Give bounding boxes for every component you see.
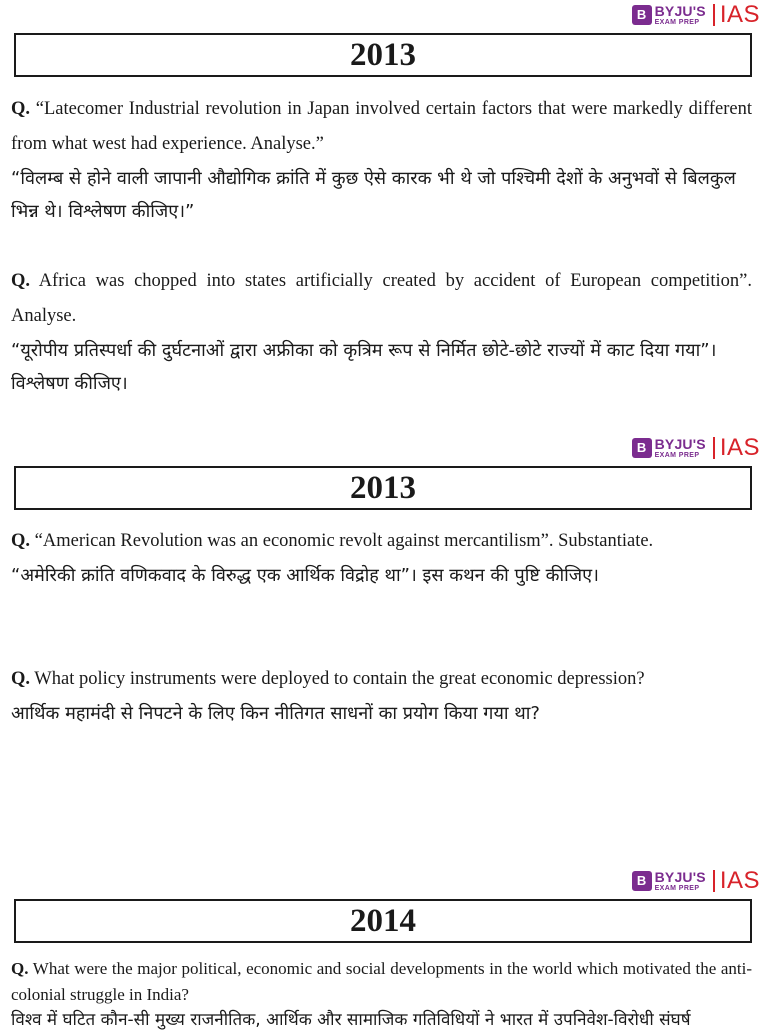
question-block <box>11 92 752 228</box>
question-english <box>11 524 752 559</box>
brand-name: BYJU'S <box>654 436 706 452</box>
question-text: “Latecomer Industrial revolution in Japan involved certain factors that were markedly different from what west had experience. Analyse.” <box>11 99 752 154</box>
brand-name: BYJU'S <box>654 869 706 885</box>
question-prefix: Q. <box>11 99 31 119</box>
question-block <box>11 956 752 1032</box>
question-hindi: आर्थिक महामंदी से निपटने के लिए किन नीतिगत साधनों का प्रयोग किया गया था? <box>11 703 540 724</box>
byjus-ias-logo <box>632 868 760 894</box>
brand-tagline: EXAM PREP <box>654 452 700 459</box>
question-text: What were the major political, economic and social developments in the world which motivated the anti-colonial struggle in India? <box>11 959 752 1004</box>
question-text: Africa was chopped into states artificially created by accident of European competition”. Analyse. <box>11 271 752 326</box>
question-hindi: विश्व में घटित कौन-सी मुख्य राजनीतिक, आर्थिक और सामाजिक गतिविधियों ने भारत में उपनिवेश-विरोधी संघर्ष <box>11 1010 691 1030</box>
brand-name: BYJU'S <box>654 3 706 19</box>
brand-ias: IAS <box>719 1 760 28</box>
logo-divider <box>713 437 715 459</box>
byjus-logo-icon: B <box>632 438 652 458</box>
byjus-logo-icon: B <box>632 871 652 891</box>
byjus-logo-icon: B <box>632 5 652 25</box>
brand-tagline: EXAM PREP <box>654 885 700 892</box>
question-prefix: Q. <box>11 669 31 689</box>
question-english <box>11 956 752 1008</box>
question-block <box>11 524 752 592</box>
logo-divider <box>713 870 715 892</box>
question-english <box>11 662 752 697</box>
year-heading: 2013 <box>14 33 752 77</box>
question-prefix: Q. <box>11 959 29 978</box>
brand-tagline: EXAM PREP <box>654 19 700 26</box>
year-heading: 2013 <box>14 466 752 510</box>
question-hindi: “विलम्ब से होने वाली जापानी औद्योगिक क्रांति में कुछ ऐसे कारक भी थे जो पश्चिमी देशों के अनुभवों से बिलकुल भिन्न थे। विश्लेषण कीजिए।” <box>11 168 736 222</box>
question-prefix: Q. <box>11 531 31 551</box>
question-text: “American Revolution was an economic revolt against mercantilism”. Substantiate. <box>30 531 654 551</box>
brand-ias: IAS <box>719 434 760 461</box>
question-hindi: “यूरोपीय प्रतिस्पर्धा की दुर्घटनाओं द्वारा अफ्रीका को कृत्रिम रूप से निर्मित छोटे-छोटे राज्यों में काट दिया गया”। विश्लेषण कीजिए। <box>11 340 717 394</box>
question-english <box>11 92 752 162</box>
question-hindi: “अमेरिकी क्रांति वणिकवाद के विरुद्ध एक आर्थिक विद्रोह था”। इस कथन की पुष्टि कीजिए। <box>11 565 599 586</box>
logo-divider <box>713 4 715 26</box>
byjus-ias-logo <box>632 435 760 461</box>
question-english <box>11 264 752 334</box>
question-prefix: Q. <box>11 271 31 291</box>
byjus-ias-logo <box>632 2 760 28</box>
question-block <box>11 662 752 730</box>
brand-ias: IAS <box>719 867 760 894</box>
year-heading: 2014 <box>14 899 752 943</box>
question-text: What policy instruments were deployed to contain the great economic depression? <box>30 669 645 689</box>
question-block <box>11 264 752 400</box>
